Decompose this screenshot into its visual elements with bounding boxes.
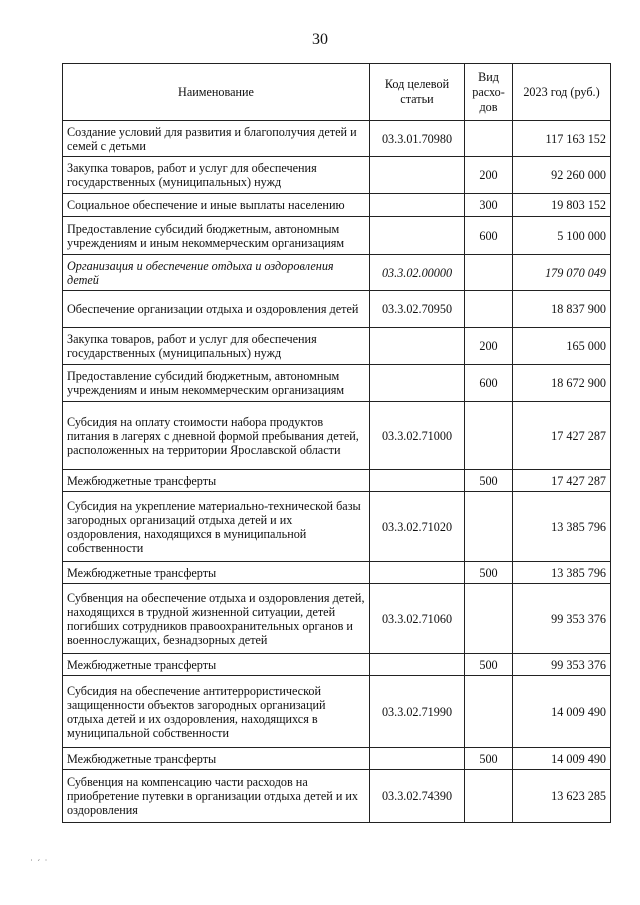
row-type-cell: 500 [465, 470, 513, 492]
row-code-cell: 03.3.02.70950 [370, 291, 465, 328]
header-amount: 2023 год (руб.) [513, 64, 611, 121]
row-amount-cell: 165 000 [513, 328, 611, 365]
row-type-cell: 200 [465, 157, 513, 194]
row-code-cell: 03.3.02.71060 [370, 584, 465, 654]
row-name-cell: Межбюджетные трансферты [63, 562, 370, 584]
row-name-cell: Субвенция на обеспечение отдыха и оздоровления детей, находящихся в трудной жизненной ситуации, детей погибших сотрудников правоохранительных органов и военнослужащих, безнадзорных детей [63, 584, 370, 654]
row-name-cell: Социальное обеспечение и иные выплаты населению [63, 194, 370, 217]
row-amount-cell: 17 427 287 [513, 470, 611, 492]
row-code-cell [370, 217, 465, 255]
row-name-cell: Субсидия на укрепление материально-технической базы загородных организаций отдыха детей и их оздоровления, находящихся в муниципальной собственности [63, 492, 370, 562]
row-name-cell: Субвенция на компенсацию части расходов на приобретение путевки в организации отдыха детей и их оздоровления [63, 770, 370, 823]
row-code-cell [370, 194, 465, 217]
table-row [63, 470, 611, 492]
table-row [63, 194, 611, 217]
row-code-cell [370, 562, 465, 584]
row-amount-cell: 117 163 152 [513, 121, 611, 157]
table-row [63, 291, 611, 328]
table-row [63, 770, 611, 823]
row-type-cell [465, 402, 513, 470]
row-amount-cell: 18 672 900 [513, 365, 611, 402]
row-code-cell: 03.3.02.71020 [370, 492, 465, 562]
row-name-cell: Субсидия на обеспечение антитеррористической защищенности объектов загородных организаций отдыха детей и их оздоровления, находящихся в муниципальной собственности [63, 676, 370, 748]
row-type-cell [465, 676, 513, 748]
row-amount-cell: 13 385 796 [513, 562, 611, 584]
table-row [63, 121, 611, 157]
row-code-cell [370, 470, 465, 492]
row-name-cell: Предоставление субсидий бюджетным, автономным учреждениям и иным некоммерческим организациям [63, 217, 370, 255]
table-row [63, 402, 611, 470]
table-row [63, 255, 611, 291]
row-code-cell [370, 157, 465, 194]
row-name-cell: Межбюджетные трансферты [63, 654, 370, 676]
row-amount-cell: 14 009 490 [513, 748, 611, 770]
row-name-cell: Создание условий для развития и благополучия детей и семей с детьми [63, 121, 370, 157]
scan-artifact: ˙ ˊ ˙ [30, 858, 49, 868]
row-name-cell: Обеспечение организации отдыха и оздоровления детей [63, 291, 370, 328]
header-code: Код целевой статьи [370, 64, 465, 121]
row-type-cell: 500 [465, 562, 513, 584]
row-name-cell: Закупка товаров, работ и услуг для обеспечения государственных (муниципальных) нужд [63, 157, 370, 194]
table-row [63, 365, 611, 402]
row-type-cell [465, 584, 513, 654]
page-number: 30 [312, 31, 328, 48]
table-row [63, 748, 611, 770]
table-row [63, 217, 611, 255]
table-body [63, 121, 611, 823]
row-type-cell [465, 121, 513, 157]
row-type-cell: 200 [465, 328, 513, 365]
row-code-cell [370, 748, 465, 770]
row-name-cell: Межбюджетные трансферты [63, 470, 370, 492]
row-amount-cell: 19 803 152 [513, 194, 611, 217]
table-row [63, 584, 611, 654]
row-amount-cell: 13 385 796 [513, 492, 611, 562]
table-row [63, 562, 611, 584]
row-amount-cell: 179 070 049 [513, 255, 611, 291]
table-row [63, 328, 611, 365]
row-amount-cell: 99 353 376 [513, 654, 611, 676]
row-code-cell: 03.3.02.71990 [370, 676, 465, 748]
header-type: Вид расхо-дов [465, 64, 513, 121]
table-row [63, 157, 611, 194]
row-code-cell [370, 654, 465, 676]
row-code-cell: 03.3.01.70980 [370, 121, 465, 157]
row-amount-cell: 18 837 900 [513, 291, 611, 328]
row-type-cell [465, 492, 513, 562]
row-code-cell [370, 365, 465, 402]
row-code-cell: 03.3.02.00000 [370, 255, 465, 291]
row-code-cell: 03.3.02.71000 [370, 402, 465, 470]
row-type-cell: 600 [465, 365, 513, 402]
row-name-cell: Субсидия на оплату стоимости набора продуктов питания в лагерях с дневной формой пребывания детей, расположенных на территории Ярославской области [63, 402, 370, 470]
row-type-cell: 300 [465, 194, 513, 217]
row-name-cell: Межбюджетные трансферты [63, 748, 370, 770]
row-amount-cell: 14 009 490 [513, 676, 611, 748]
row-amount-cell: 17 427 287 [513, 402, 611, 470]
table-row [63, 654, 611, 676]
table-row [63, 492, 611, 562]
table-header-row [63, 64, 611, 121]
row-amount-cell: 92 260 000 [513, 157, 611, 194]
row-type-cell: 600 [465, 217, 513, 255]
row-type-cell: 500 [465, 654, 513, 676]
row-type-cell: 500 [465, 748, 513, 770]
row-name-cell: Закупка товаров, работ и услуг для обеспечения государственных (муниципальных) нужд [63, 328, 370, 365]
row-name-cell: Предоставление субсидий бюджетным, автономным учреждениям и иным некоммерческим организациям [63, 365, 370, 402]
budget-table [62, 63, 611, 823]
row-code-cell: 03.3.02.74390 [370, 770, 465, 823]
row-amount-cell: 5 100 000 [513, 217, 611, 255]
row-type-cell [465, 770, 513, 823]
header-name: Наименование [63, 64, 370, 121]
row-amount-cell: 13 623 285 [513, 770, 611, 823]
row-type-cell [465, 291, 513, 328]
table-row [63, 676, 611, 748]
row-type-cell [465, 255, 513, 291]
row-code-cell [370, 328, 465, 365]
row-amount-cell: 99 353 376 [513, 584, 611, 654]
row-name-cell: Организация и обеспечение отдыха и оздоровления детей [63, 255, 370, 291]
